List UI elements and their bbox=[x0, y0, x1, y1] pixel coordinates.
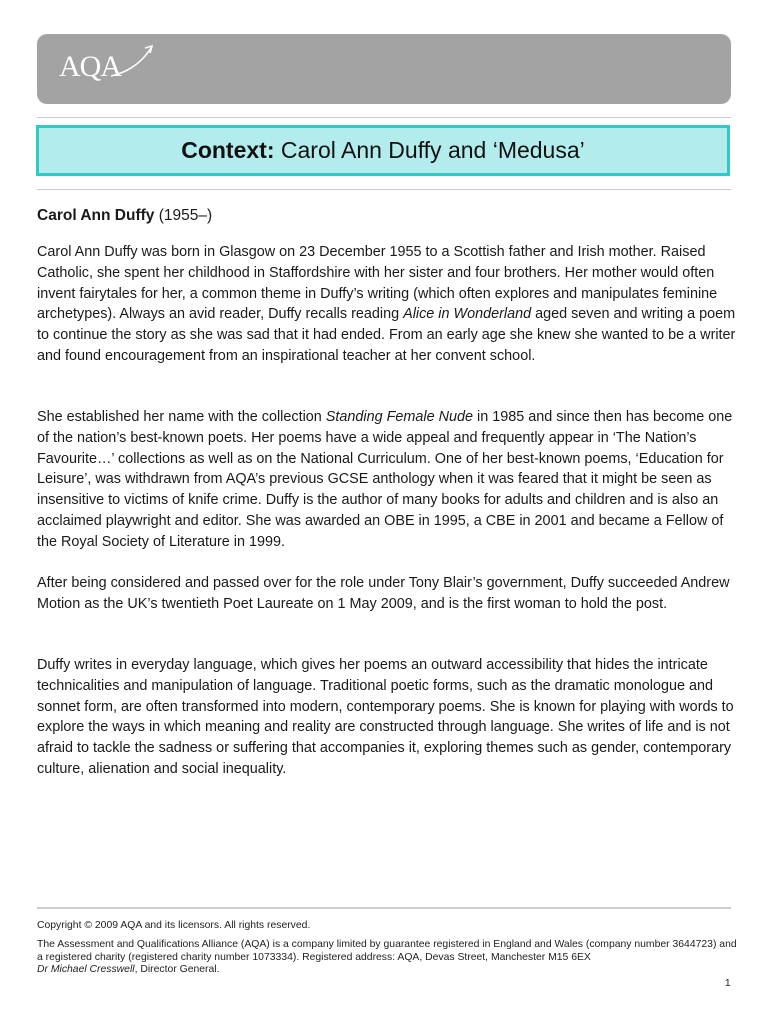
header-bar bbox=[37, 34, 731, 104]
paragraph-2-italic: Standing Female Nude bbox=[325, 409, 473, 425]
footer-rule bbox=[37, 907, 731, 909]
author-name: Carol Ann Duffy bbox=[37, 207, 155, 224]
title-box bbox=[36, 125, 730, 176]
footer-director bbox=[37, 963, 737, 976]
paragraph-2-text-a: She established her name with the collection bbox=[37, 409, 326, 425]
paragraph-1-text-b: aged seven and writing a poem to continue the story as she was sad that it had ended. From an early age she knew she wanted to be a writer and found encouragement from an inspirational teacher at her convent school. bbox=[37, 306, 736, 364]
section-heading bbox=[37, 207, 212, 225]
director-name: Dr Michael Cresswell bbox=[37, 964, 135, 975]
paragraph-1 bbox=[37, 242, 737, 367]
title-rest: Carol Ann Duffy and ‘Medusa’ bbox=[274, 137, 585, 163]
footer-copyright: Copyright © 2009 AQA and its licensors. All rights reserved. bbox=[37, 920, 311, 931]
paragraph-1-italic: Alice in Wonderland bbox=[403, 306, 532, 323]
header-rule bbox=[37, 117, 731, 118]
director-title: , Director General. bbox=[134, 964, 220, 975]
title-bold: Context: bbox=[181, 137, 275, 163]
paragraph-2 bbox=[37, 407, 737, 553]
paragraph-4: Duffy writes in everyday language, which gives her poems an outward accessibility that hides the intricate technicalities and manipulation of language. Traditional poetic forms, such as the dramatic monologue and sonnet form, are often transformed into modern, contemporary poems. She is known for playing with words to explore the ways in which meaning and reality are constructed through language. She writes of life and is not afraid to tackle the sadness or suffering that accompanies it, exploring themes such as gender, contemporary culture, alienation and social inequality. bbox=[37, 657, 734, 777]
paragraph-2-text-b: in 1985 and since then has become one of the nation’s best-known poets. Her poems have a wide appeal and frequently appear in ‘The Nation’s Favourite…’ collections as well as on the National Curriculum. One of her best-known poems, ‘Education for Leisure’, was withdrawn from AQA’s previous GCSE anthology when it was feared that it might be seen as insensitive to victims of knife crime. Duffy is the author of many books for adults and children and is also an acclaimed playwright and editor. She was awarded an OBE in 1995, a CBE in 2001 and became a Fellow of the Royal Society of Literature in 1999. bbox=[37, 409, 733, 550]
paragraph-3: After being considered and passed over for the role under Tony Blair’s government, Duffy succeeded Andrew Motion as the UK’s twentieth Poet Laureate on 1 May 2009, and is the first woman to hold the post. bbox=[37, 575, 730, 612]
paragraph-1-text-a: Carol Ann Duffy was born in Glasgow on 23 December 1955 to a Scottish father and Irish mother. Raised Catholic, she spent her childhood in Staffordshire with her sister and four brothers. Her mother would often invent fairytales for her, a common theme in Duffy’s writing (which often explores and manipulates feminine archetypes). Always an avid reader, Duffy recalls reading bbox=[37, 244, 718, 323]
author-dates: (1955–) bbox=[154, 207, 213, 224]
logo-swoosh-icon bbox=[107, 42, 157, 82]
title-rule bbox=[37, 189, 731, 190]
aqa-logo: AQA bbox=[59, 50, 121, 83]
page-title bbox=[181, 137, 585, 164]
page-number: 1 bbox=[725, 978, 731, 989]
footer-company-info: The Assessment and Qualifications Alliance (AQA) is a company limited by guarantee registered in England and Wales (company number 3644723) and a registered charity (registered charity number 1073334). Registered address: AQA, Devas Street, Manchester M15 6EX bbox=[37, 939, 737, 963]
